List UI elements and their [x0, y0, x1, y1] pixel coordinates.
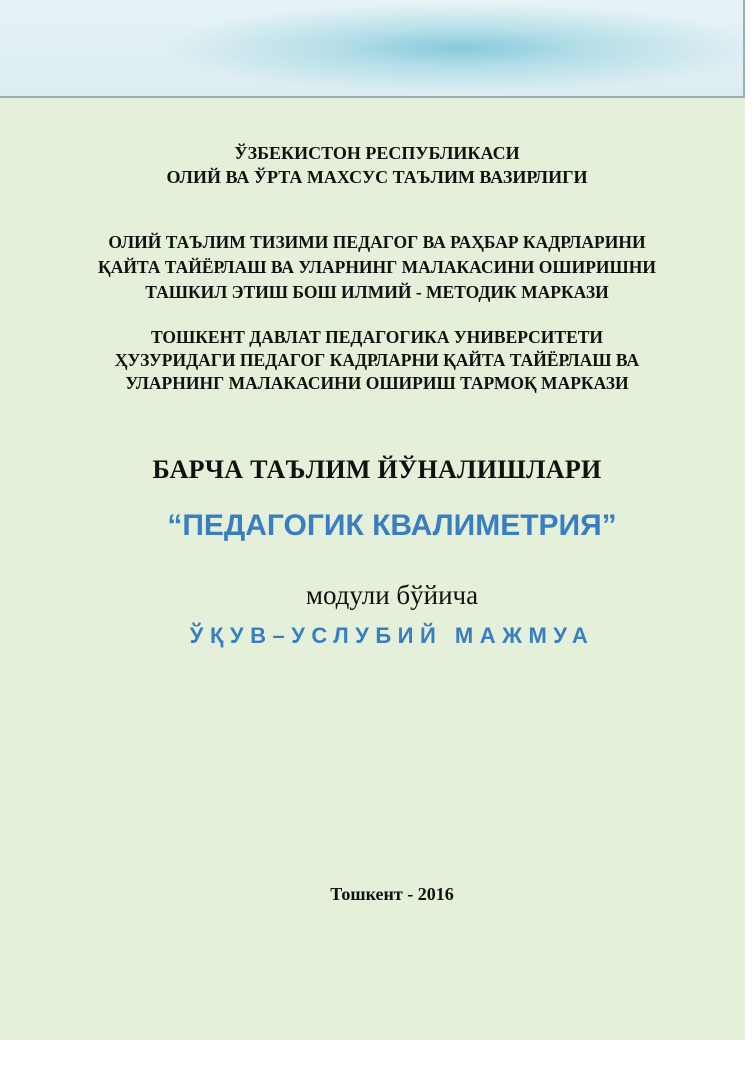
ministry-line: ОЛИЙ ВА ЎРТА МАХСУС ТАЪЛИМ ВАЗИРЛИГИ — [166, 167, 588, 187]
center-line: ҚАЙТА ТАЙЁРЛАШ ВА УЛАРНИНГ МАЛАКАСИНИ ОШИРИШНИ — [98, 257, 656, 277]
direction-heading — [0, 452, 745, 488]
center-line: ТАШКИЛ ЭТИШ БОШ ИЛМИЙ - МЕТОДИК МАРКАЗИ — [145, 282, 609, 302]
university-line: УЛАРНИНГ МАЛАКАСИНИ ОШИРИШ ТАРМОҚ МАРКАЗИ — [125, 373, 629, 393]
training-complex-title: ЎҚУВ–УСЛУБИЙ МАЖМУА — [189, 623, 595, 648]
direction-text: БАРЧА ТАЪЛИМ ЙЎНАЛИШЛАРИ — [152, 455, 602, 484]
university-line: ҲУЗУРИДАГИ ПЕДАГОГ КАДРЛАРНИ ҚАЙТА ТАЙЁРЛАШ ВА — [114, 350, 640, 370]
module-title: “ПЕДАГОГИК КВАЛИМЕТРИЯ” — [167, 509, 617, 542]
ministry-line: ЎЗБЕКИСТОН РЕСПУБЛИКАСИ — [234, 143, 520, 163]
city-year: Тошкент - 2016 — [330, 884, 454, 904]
header-decorative-band — [0, 0, 745, 98]
center-line: ОЛИЙ ТАЪЛИМ ТИЗИМИ ПЕДАГОГ ВА РАҲБАР КАДРЛАРИНИ — [108, 232, 646, 252]
center-heading — [0, 230, 745, 305]
module-subtitle: модули бўйича — [305, 580, 479, 610]
university-line: ТОШКЕНТ ДАВЛАТ ПЕДАГОГИКА УНИВЕРСИТЕТИ — [150, 327, 604, 347]
university-heading — [0, 326, 745, 395]
ministry-heading — [0, 141, 745, 189]
